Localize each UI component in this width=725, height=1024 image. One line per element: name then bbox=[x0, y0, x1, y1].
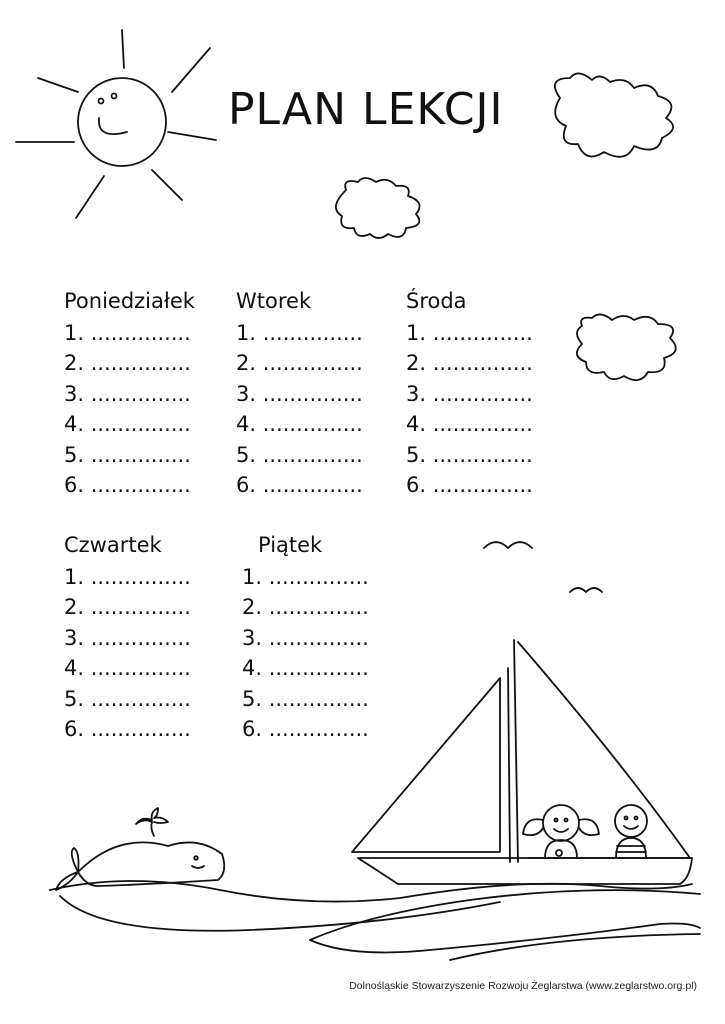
lesson-slot[interactable]: 1. ............... bbox=[242, 565, 369, 589]
whale-icon bbox=[56, 808, 224, 890]
lesson-slot[interactable]: 5. ............... bbox=[64, 442, 191, 467]
cloud-icon bbox=[577, 314, 676, 380]
bird-icon bbox=[570, 588, 602, 592]
day-name: Środa bbox=[406, 289, 467, 313]
lesson-slot[interactable]: 5. ............... bbox=[64, 686, 191, 711]
lesson-list bbox=[64, 318, 195, 500]
cloud-icon bbox=[336, 178, 420, 238]
wave-icon bbox=[50, 881, 700, 960]
day-name: Czwartek bbox=[64, 533, 162, 557]
lesson-slot[interactable]: 1. ............... bbox=[406, 321, 533, 345]
lesson-slot[interactable]: 3. ............... bbox=[242, 625, 369, 650]
sailboat-icon bbox=[352, 640, 692, 884]
lesson-slot[interactable]: 6. ............... bbox=[236, 473, 363, 498]
footer-credit: Dolnośląskie Stowarzyszenie Rozwoju Żeglarstwa (www.zeglarstwo.org.pl) bbox=[349, 980, 697, 992]
day-column-czwartek bbox=[64, 530, 191, 744]
lesson-list bbox=[406, 318, 533, 500]
lesson-slot[interactable]: 4. ............... bbox=[64, 656, 191, 681]
lesson-list bbox=[64, 562, 191, 744]
lesson-slot[interactable]: 2. ............... bbox=[406, 351, 533, 376]
lesson-slot[interactable]: 6. ............... bbox=[64, 473, 191, 498]
day-column-piatek bbox=[242, 530, 369, 744]
lesson-slot[interactable]: 2. ............... bbox=[242, 595, 369, 620]
lesson-slot[interactable]: 4. ............... bbox=[64, 412, 191, 437]
day-column-poniedzialek bbox=[64, 286, 195, 500]
day-name: Poniedziałek bbox=[64, 289, 195, 313]
bird-icon bbox=[484, 542, 532, 548]
lesson-list bbox=[236, 318, 363, 500]
lesson-slot[interactable]: 1. ............... bbox=[236, 321, 363, 345]
lesson-slot[interactable]: 5. ............... bbox=[406, 442, 533, 467]
lesson-slot[interactable]: 5. ............... bbox=[236, 442, 363, 467]
lesson-slot[interactable]: 5. ............... bbox=[242, 686, 369, 711]
day-name: Piątek bbox=[258, 533, 323, 557]
lesson-slot[interactable]: 3. ............... bbox=[236, 381, 363, 406]
lesson-slot[interactable]: 1. ............... bbox=[64, 565, 191, 589]
day-name: Wtorek bbox=[236, 289, 312, 313]
lesson-slot[interactable]: 2. ............... bbox=[236, 351, 363, 376]
day-column-sroda bbox=[406, 286, 533, 500]
cloud-icon bbox=[555, 73, 673, 156]
lesson-list bbox=[242, 562, 369, 744]
lesson-slot[interactable]: 4. ............... bbox=[236, 412, 363, 437]
lesson-slot[interactable]: 4. ............... bbox=[242, 656, 369, 681]
sun-icon bbox=[16, 30, 216, 218]
page-title: PLAN LEKCJI bbox=[228, 84, 504, 135]
lesson-slot[interactable]: 3. ............... bbox=[64, 625, 191, 650]
lesson-slot[interactable]: 4. ............... bbox=[406, 412, 533, 437]
lesson-slot[interactable]: 6. ............... bbox=[64, 717, 191, 742]
lesson-slot[interactable]: 2. ............... bbox=[64, 351, 191, 376]
lesson-slot[interactable]: 2. ............... bbox=[64, 595, 191, 620]
day-column-wtorek bbox=[236, 286, 363, 500]
lesson-slot[interactable]: 1. ............... bbox=[64, 321, 191, 345]
lesson-slot[interactable]: 6. ............... bbox=[406, 473, 533, 498]
lesson-slot[interactable]: 3. ............... bbox=[406, 381, 533, 406]
lesson-slot[interactable]: 6. ............... bbox=[242, 717, 369, 742]
lesson-slot[interactable]: 3. ............... bbox=[64, 381, 191, 406]
